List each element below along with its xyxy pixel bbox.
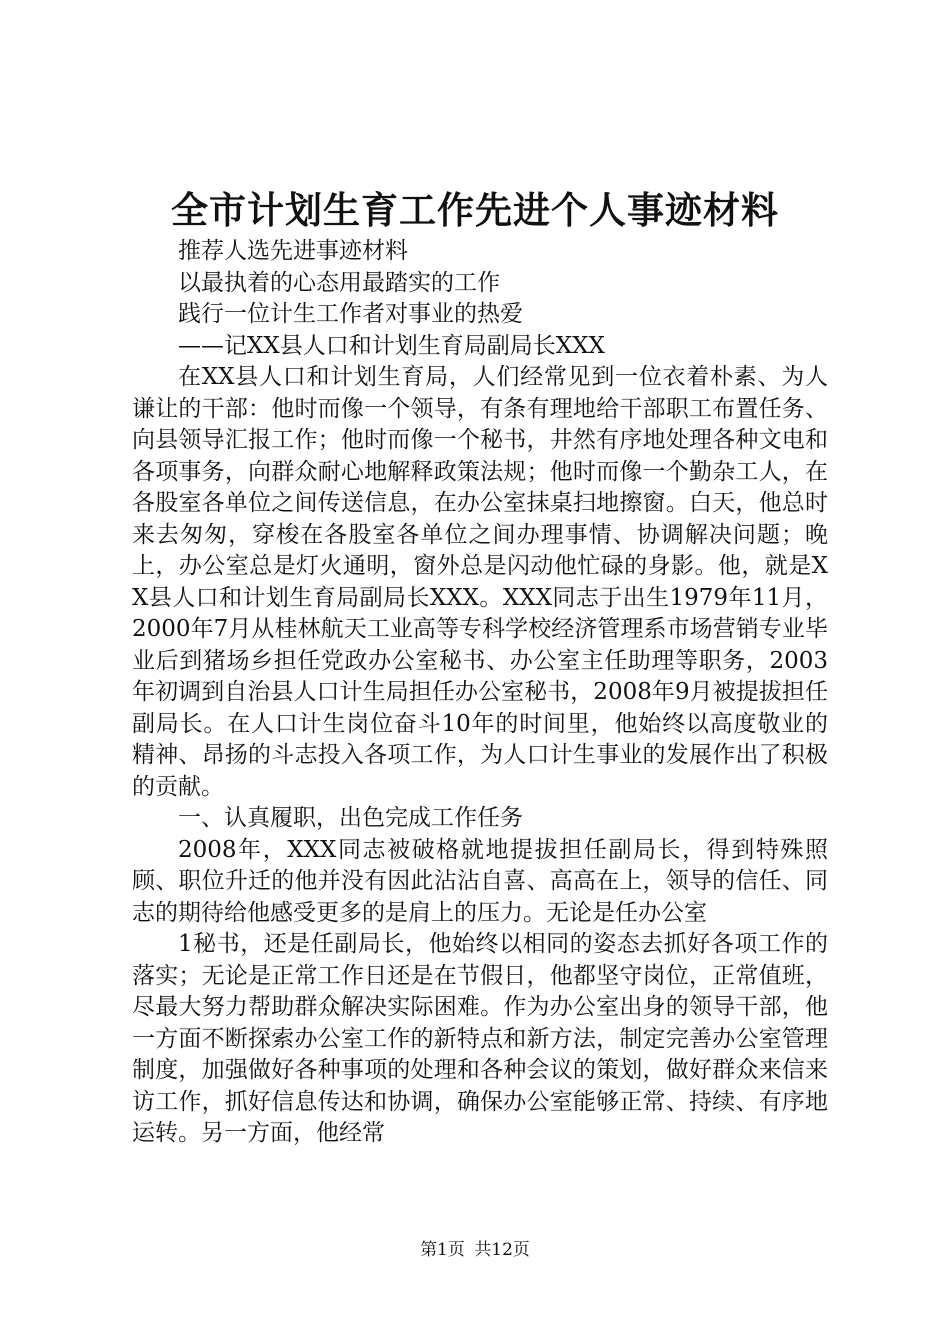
paragraph-subtitle-2: 践行一位计生工作者对事业的热爱 (178, 301, 523, 327)
paragraph-section-1: 2008年，XXX同志被破格就地提拔担任副局长，得到特殊照顾、职位升迁的他并没有因此沾沾自喜、高高在上，领导的信任、同志的期待给他感受更多的是肩上的压力。无论是任办公室 (132, 836, 828, 926)
paragraph-section-1-continued: 1秘书，还是任副局长，他始终以相同的姿态去抓好各项工作的落实；无论是正常工作日还是在节假日，他都坚守岗位，正常值班，尽最大努力帮助群众解决实际困难。作为办公室出身的领导干部，他一方面不断探索办公室工作的新特点和新方法，制定完善办公室管理制度，加强做好各种事项的处理和各种会议的策划，做好群众来信来访工作，抓好信息传达和协调，确保办公室能够正常、持续、有序地运转。另一方面，他经常 (132, 931, 828, 1146)
paragraph-recommendation: 推荐人选先进事迹材料 (178, 238, 408, 264)
paragraph-intro: 在XX县人口和计划生育局，人们经常见到一位衣着朴素、为人谦让的干部：他时而像一个领导，有条有理地给干部职工布置任务、向县领导汇报工作；他时而像一个秘书，井然有序地处理各种文电和各项事务，向群众耐心地解释政策法规；他时而像一个勤杂工人，在各股室各单位之间传送信息，在办公室抹桌扫地擦窗。白天，他总时来去匆匆，穿梭在各股室各单位之间办理事情、协调解决问题；晚上，办公室总是灯火通明，窗外总是闪动他忙碌的身影。他，就是XX县人口和计划生育局副局长XXX。XXX同志于出生1979年11月，2000年7月从桂林航天工业高等专科学校经济管理系市场营销专业毕业后到猪场乡担任党政办公室秘书、办公室主任助理等职务，2003年初调到自治县人口计生局担任办公室秘书，2008年9月被提拔担任副局长。在人口计生岗位奋斗10年的时间里，他始终以高度敬业的精神、昂扬的斗志投入各项工作，为人口计生事业的发展作出了积极的贡献。 (132, 364, 828, 800)
section-heading-1: 一、认真履职，出色完成工作任务 (178, 805, 523, 831)
page-number: 第1页 (420, 1240, 465, 1260)
page-total: 共12页 (474, 1240, 530, 1260)
paragraph-byline: ——记XX县人口和计划生育局副局长XXX (178, 332, 605, 359)
paragraph-subtitle-1: 以最执着的心态用最踏实的工作 (178, 269, 500, 296)
page-footer (0, 1238, 950, 1262)
document-title: 全市计划生育工作先进个人事迹材料 (171, 188, 779, 232)
document-body (132, 236, 828, 1150)
